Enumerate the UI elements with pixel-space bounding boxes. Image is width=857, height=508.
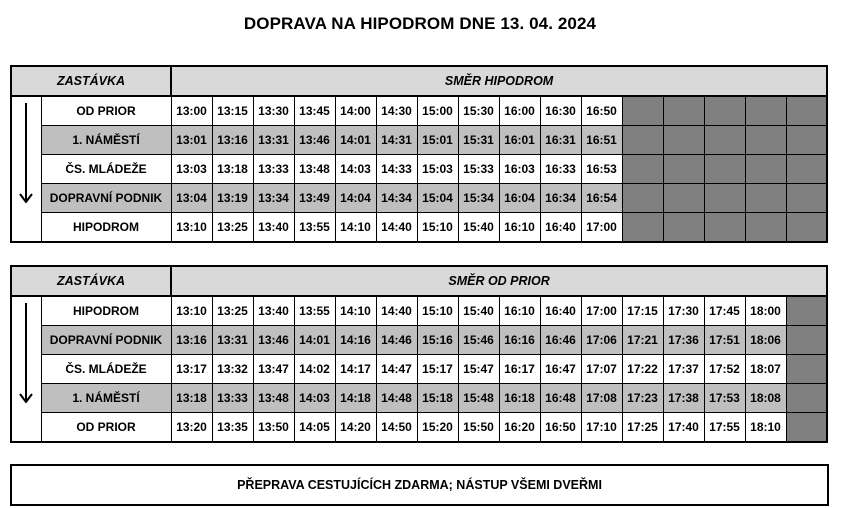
departure-time: 13:31 bbox=[212, 326, 253, 355]
departure-time: 15:40 bbox=[458, 296, 499, 326]
empty-slot bbox=[745, 96, 786, 126]
departure-time: 13:34 bbox=[253, 184, 294, 213]
empty-slot bbox=[704, 126, 745, 155]
departure-time: 17:07 bbox=[581, 355, 622, 384]
stop-name: 1. NÁMĚSTÍ bbox=[41, 384, 171, 413]
departure-time: 13:40 bbox=[253, 213, 294, 243]
departure-time: 13:40 bbox=[253, 296, 294, 326]
departure-time: 14:00 bbox=[335, 96, 376, 126]
departure-time: 14:40 bbox=[376, 213, 417, 243]
empty-slot bbox=[663, 96, 704, 126]
departure-time: 13:50 bbox=[253, 413, 294, 443]
departure-time: 13:00 bbox=[171, 96, 212, 126]
departure-time: 13:46 bbox=[253, 326, 294, 355]
departure-time: 16:03 bbox=[499, 155, 540, 184]
departure-time: 14:46 bbox=[376, 326, 417, 355]
departure-time: 13:18 bbox=[171, 384, 212, 413]
empty-slot bbox=[786, 96, 827, 126]
departure-time: 16:18 bbox=[499, 384, 540, 413]
departure-time: 15:31 bbox=[458, 126, 499, 155]
departure-time: 13:49 bbox=[294, 184, 335, 213]
departure-time: 13:20 bbox=[171, 413, 212, 443]
table-row bbox=[11, 126, 827, 155]
departure-time: 16:53 bbox=[581, 155, 622, 184]
table-row bbox=[11, 96, 827, 126]
departure-time: 14:02 bbox=[294, 355, 335, 384]
departure-time: 16:01 bbox=[499, 126, 540, 155]
table-row bbox=[11, 213, 827, 243]
departure-time: 13:03 bbox=[171, 155, 212, 184]
empty-slot bbox=[786, 296, 827, 326]
departure-time: 15:03 bbox=[417, 155, 458, 184]
departure-time: 14:16 bbox=[335, 326, 376, 355]
departure-time: 16:40 bbox=[540, 296, 581, 326]
departure-time: 18:07 bbox=[745, 355, 786, 384]
departure-time: 16:30 bbox=[540, 96, 581, 126]
empty-slot bbox=[622, 155, 663, 184]
departure-time: 13:45 bbox=[294, 96, 335, 126]
departure-time: 14:10 bbox=[335, 213, 376, 243]
departure-time: 15:10 bbox=[417, 213, 458, 243]
departure-time: 16:50 bbox=[540, 413, 581, 443]
departure-time: 16:47 bbox=[540, 355, 581, 384]
departure-time: 17:45 bbox=[704, 296, 745, 326]
direction-header: SMĚR HIPODROM bbox=[171, 66, 827, 96]
empty-slot bbox=[745, 155, 786, 184]
empty-slot bbox=[663, 126, 704, 155]
departure-time: 13:48 bbox=[253, 384, 294, 413]
empty-slot bbox=[622, 213, 663, 243]
departure-time: 13:01 bbox=[171, 126, 212, 155]
stop-name: HIPODROM bbox=[41, 213, 171, 243]
timetable-from-hipodrom bbox=[10, 265, 828, 443]
departure-time: 13:15 bbox=[212, 96, 253, 126]
departure-time: 14:47 bbox=[376, 355, 417, 384]
departure-time: 17:10 bbox=[581, 413, 622, 443]
departure-time: 13:10 bbox=[171, 296, 212, 326]
departure-time: 16:10 bbox=[499, 296, 540, 326]
direction-header: SMĚR OD PRIOR bbox=[171, 266, 827, 296]
table-row bbox=[11, 384, 827, 413]
table-row bbox=[11, 296, 827, 326]
departure-time: 16:00 bbox=[499, 96, 540, 126]
table-row bbox=[11, 355, 827, 384]
departure-time: 14:33 bbox=[376, 155, 417, 184]
departure-time: 13:16 bbox=[171, 326, 212, 355]
direction-arrow-cell bbox=[11, 296, 41, 442]
departure-time: 13:33 bbox=[253, 155, 294, 184]
departure-time: 18:06 bbox=[745, 326, 786, 355]
stop-name: ČS. MLÁDEŽE bbox=[41, 155, 171, 184]
departure-time: 16:10 bbox=[499, 213, 540, 243]
departure-time: 17:23 bbox=[622, 384, 663, 413]
departure-time: 14:03 bbox=[335, 155, 376, 184]
departure-time: 13:32 bbox=[212, 355, 253, 384]
empty-slot bbox=[786, 355, 827, 384]
departure-time: 13:30 bbox=[253, 96, 294, 126]
empty-slot bbox=[622, 96, 663, 126]
departure-time: 14:31 bbox=[376, 126, 417, 155]
departure-time: 13:19 bbox=[212, 184, 253, 213]
departure-time: 13:31 bbox=[253, 126, 294, 155]
departure-time: 14:17 bbox=[335, 355, 376, 384]
empty-slot bbox=[786, 213, 827, 243]
departure-time: 15:33 bbox=[458, 155, 499, 184]
departure-time: 15:30 bbox=[458, 96, 499, 126]
empty-slot bbox=[745, 213, 786, 243]
departure-time: 16:54 bbox=[581, 184, 622, 213]
departure-time: 15:10 bbox=[417, 296, 458, 326]
stop-column-header: ZASTÁVKA bbox=[11, 66, 171, 96]
departure-time: 18:00 bbox=[745, 296, 786, 326]
departure-time: 17:08 bbox=[581, 384, 622, 413]
stop-column-header: ZASTÁVKA bbox=[11, 266, 171, 296]
departure-time: 16:48 bbox=[540, 384, 581, 413]
departure-time: 15:00 bbox=[417, 96, 458, 126]
table-header-row bbox=[11, 66, 827, 96]
departure-time: 17:37 bbox=[663, 355, 704, 384]
empty-slot bbox=[704, 96, 745, 126]
departure-time: 15:04 bbox=[417, 184, 458, 213]
departure-time: 15:34 bbox=[458, 184, 499, 213]
departure-time: 17:25 bbox=[622, 413, 663, 443]
departure-time: 17:40 bbox=[663, 413, 704, 443]
empty-slot bbox=[663, 213, 704, 243]
departure-time: 14:04 bbox=[335, 184, 376, 213]
departure-time: 15:46 bbox=[458, 326, 499, 355]
departure-time: 15:01 bbox=[417, 126, 458, 155]
departure-time: 17:36 bbox=[663, 326, 704, 355]
departure-time: 18:10 bbox=[745, 413, 786, 443]
departure-time: 15:17 bbox=[417, 355, 458, 384]
departure-time: 17:51 bbox=[704, 326, 745, 355]
departure-time: 14:30 bbox=[376, 96, 417, 126]
departure-time: 13:48 bbox=[294, 155, 335, 184]
departure-time: 15:16 bbox=[417, 326, 458, 355]
stop-name: DOPRAVNÍ PODNIK bbox=[41, 184, 171, 213]
departure-time: 13:33 bbox=[212, 384, 253, 413]
departure-time: 15:47 bbox=[458, 355, 499, 384]
departure-time: 17:53 bbox=[704, 384, 745, 413]
departure-time: 14:18 bbox=[335, 384, 376, 413]
departure-time: 17:30 bbox=[663, 296, 704, 326]
departure-time: 16:50 bbox=[581, 96, 622, 126]
empty-slot bbox=[663, 155, 704, 184]
departure-time: 16:16 bbox=[499, 326, 540, 355]
departure-time: 15:40 bbox=[458, 213, 499, 243]
departure-time: 13:18 bbox=[212, 155, 253, 184]
departure-time: 14:50 bbox=[376, 413, 417, 443]
timetable-to-hipodrom bbox=[10, 65, 828, 243]
departure-time: 14:48 bbox=[376, 384, 417, 413]
departure-time: 14:20 bbox=[335, 413, 376, 443]
empty-slot bbox=[663, 184, 704, 213]
departure-time: 17:00 bbox=[581, 213, 622, 243]
departure-time: 13:55 bbox=[294, 296, 335, 326]
table-header-row bbox=[11, 266, 827, 296]
departure-time: 17:00 bbox=[581, 296, 622, 326]
empty-slot bbox=[704, 184, 745, 213]
empty-slot bbox=[704, 155, 745, 184]
departure-time: 14:01 bbox=[294, 326, 335, 355]
departure-time: 14:40 bbox=[376, 296, 417, 326]
departure-time: 17:06 bbox=[581, 326, 622, 355]
departure-time: 16:31 bbox=[540, 126, 581, 155]
empty-slot bbox=[786, 413, 827, 443]
departure-time: 16:46 bbox=[540, 326, 581, 355]
page-title: DOPRAVA NA HIPODROM DNE 13. 04. 2024 bbox=[243, 14, 597, 33]
departure-time: 17:52 bbox=[704, 355, 745, 384]
departure-time: 13:04 bbox=[171, 184, 212, 213]
empty-slot bbox=[745, 184, 786, 213]
departure-time: 17:22 bbox=[622, 355, 663, 384]
stop-name: ČS. MLÁDEŽE bbox=[41, 355, 171, 384]
table-row bbox=[11, 155, 827, 184]
departure-time: 15:20 bbox=[417, 413, 458, 443]
departure-time: 15:50 bbox=[458, 413, 499, 443]
departure-time: 18:08 bbox=[745, 384, 786, 413]
stop-name: HIPODROM bbox=[41, 296, 171, 326]
departure-time: 14:10 bbox=[335, 296, 376, 326]
departure-time: 14:34 bbox=[376, 184, 417, 213]
empty-slot bbox=[786, 126, 827, 155]
departure-time: 16:40 bbox=[540, 213, 581, 243]
departure-time: 13:25 bbox=[212, 213, 253, 243]
free-travel-notice: PŘEPRAVA CESTUJÍCÍCH ZDARMA; NÁSTUP VŠEMI DVEŘMI bbox=[10, 464, 829, 506]
table-row bbox=[11, 326, 827, 355]
departure-time: 16:17 bbox=[499, 355, 540, 384]
departure-time: 14:01 bbox=[335, 126, 376, 155]
departure-time: 13:10 bbox=[171, 213, 212, 243]
empty-slot bbox=[786, 184, 827, 213]
empty-slot bbox=[622, 126, 663, 155]
table-row bbox=[11, 413, 827, 443]
stop-name: OD PRIOR bbox=[41, 96, 171, 126]
departure-time: 17:55 bbox=[704, 413, 745, 443]
departure-time: 14:05 bbox=[294, 413, 335, 443]
departure-time: 13:35 bbox=[212, 413, 253, 443]
departure-time: 15:18 bbox=[417, 384, 458, 413]
departure-time: 16:51 bbox=[581, 126, 622, 155]
direction-arrow-cell bbox=[11, 96, 41, 242]
departure-time: 13:17 bbox=[171, 355, 212, 384]
departure-time: 17:38 bbox=[663, 384, 704, 413]
stop-name: OD PRIOR bbox=[41, 413, 171, 443]
departure-time: 16:04 bbox=[499, 184, 540, 213]
empty-slot bbox=[786, 326, 827, 355]
empty-slot bbox=[786, 384, 827, 413]
empty-slot bbox=[704, 213, 745, 243]
departure-time: 13:16 bbox=[212, 126, 253, 155]
stop-name: DOPRAVNÍ PODNIK bbox=[41, 326, 171, 355]
empty-slot bbox=[786, 155, 827, 184]
departure-time: 17:21 bbox=[622, 326, 663, 355]
departure-time: 16:20 bbox=[499, 413, 540, 443]
departure-time: 13:46 bbox=[294, 126, 335, 155]
departure-time: 16:34 bbox=[540, 184, 581, 213]
departure-time: 14:03 bbox=[294, 384, 335, 413]
stop-name: 1. NÁMĚSTÍ bbox=[41, 126, 171, 155]
departure-time: 15:48 bbox=[458, 384, 499, 413]
departure-time: 13:25 bbox=[212, 296, 253, 326]
departure-time: 13:55 bbox=[294, 213, 335, 243]
empty-slot bbox=[622, 184, 663, 213]
table-row bbox=[11, 184, 827, 213]
arrow-down-icon bbox=[19, 303, 33, 403]
departure-time: 16:33 bbox=[540, 155, 581, 184]
departure-time: 17:15 bbox=[622, 296, 663, 326]
departure-time: 13:47 bbox=[253, 355, 294, 384]
arrow-down-icon bbox=[19, 103, 33, 203]
empty-slot bbox=[745, 126, 786, 155]
